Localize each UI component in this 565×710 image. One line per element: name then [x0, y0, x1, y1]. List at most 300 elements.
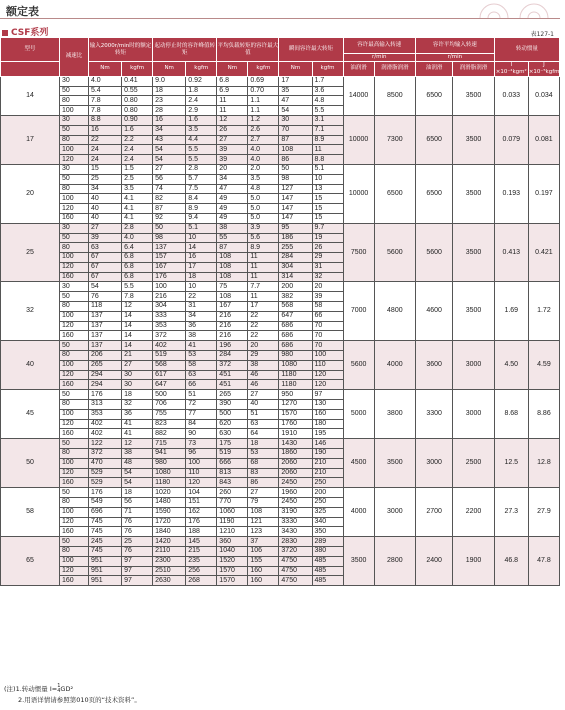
ratio-cell: 160: [59, 380, 88, 390]
momentary-kgfm-cell: 5.5: [312, 106, 343, 116]
rated-nm-cell: 265: [88, 360, 121, 370]
rated-nm-cell: 137: [88, 331, 121, 341]
peak-nm-cell: 1020: [153, 488, 186, 498]
peak-kgfm-cell: 1.6: [186, 115, 217, 125]
peak-nm-cell: 617: [153, 370, 186, 380]
avg-nm-cell: 175: [217, 439, 248, 449]
peak-nm-cell: 167: [153, 262, 186, 272]
rated-nm-cell: 745: [88, 527, 121, 537]
rated-kgfm-cell: 76: [122, 547, 153, 557]
rated-nm-cell: 696: [88, 507, 121, 517]
avg-speed-grease-cell: 3000: [453, 390, 494, 439]
rated-nm-cell: 24: [88, 155, 121, 165]
peak-kgfm-cell: 22: [186, 292, 217, 302]
col-ratio: 减速比: [59, 38, 88, 77]
col-max-input-speed: 容许最高输入转速: [343, 38, 415, 54]
rated-kgfm-cell: 54: [122, 478, 153, 488]
momentary-kgfm-cell: 130: [312, 400, 343, 410]
rated-kgfm-cell: 76: [122, 527, 153, 537]
avg-nm-cell: 843: [217, 478, 248, 488]
momentary-nm-cell: 70: [279, 125, 312, 135]
rated-kgfm-cell: 6.8: [122, 272, 153, 282]
momentary-kgfm-cell: 160: [312, 409, 343, 419]
rated-kgfm-cell: 5.5: [122, 282, 153, 292]
ratio-cell: 100: [59, 106, 88, 116]
rated-kgfm-cell: 6.4: [122, 243, 153, 253]
peak-nm-cell: 755: [153, 409, 186, 419]
inertia-j-cell: 12.8: [528, 439, 559, 488]
avg-speed-grease-cell: 3500: [453, 115, 494, 164]
avg-kgfm-cell: 2.6: [248, 125, 279, 135]
lube-oil: 油润滑: [416, 62, 453, 77]
peak-nm-cell: 157: [153, 253, 186, 263]
peak-nm-cell: 2110: [153, 547, 186, 557]
footnote-1: (注)1.转动惯量 I=1 4GD²: [4, 683, 74, 694]
rated-nm-cell: 122: [88, 439, 121, 449]
inertia-i-cell: 1.69: [494, 282, 528, 341]
ratio-cell: 50: [59, 390, 88, 400]
momentary-kgfm-cell: 8.8: [312, 155, 343, 165]
rated-kgfm-cell: 97: [122, 556, 153, 566]
momentary-kgfm-cell: 250: [312, 478, 343, 488]
momentary-nm-cell: 3190: [279, 507, 312, 517]
table-row: [1, 164, 560, 174]
rated-nm-cell: 402: [88, 429, 121, 439]
ratio-cell: 50: [59, 341, 88, 351]
rated-nm-cell: 34: [88, 184, 121, 194]
rated-kgfm-cell: 18: [122, 390, 153, 400]
momentary-nm-cell: 147: [279, 194, 312, 204]
avg-nm-cell: 1190: [217, 517, 248, 527]
ratio-cell: 50: [59, 174, 88, 184]
avg-nm-cell: 1520: [217, 556, 248, 566]
max-speed-oil-cell: 10000: [343, 164, 374, 223]
rated-nm-cell: 294: [88, 370, 121, 380]
momentary-kgfm-cell: 3.6: [312, 86, 343, 96]
avg-kgfm-cell: 51: [248, 409, 279, 419]
peak-kgfm-cell: 10: [186, 282, 217, 292]
unit-nm: Nm: [88, 62, 121, 77]
momentary-kgfm-cell: 7.1: [312, 125, 343, 135]
momentary-nm-cell: 17: [279, 76, 312, 86]
momentary-kgfm-cell: 195: [312, 429, 343, 439]
rated-nm-cell: 24: [88, 145, 121, 155]
inertia-i-cell: 0.193: [494, 164, 528, 223]
peak-kgfm-cell: 72: [186, 400, 217, 410]
inertia-j-cell: 4.59: [528, 341, 559, 390]
momentary-nm-cell: 1570: [279, 409, 312, 419]
momentary-nm-cell: 3430: [279, 527, 312, 537]
peak-kgfm-cell: 73: [186, 439, 217, 449]
avg-nm-cell: 20: [217, 164, 248, 174]
peak-nm-cell: 9.0: [153, 76, 186, 86]
peak-kgfm-cell: 268: [186, 576, 217, 586]
model-cell: 50: [1, 439, 60, 488]
max-speed-grease-cell: 3000: [374, 488, 415, 537]
avg-kgfm-cell: 106: [248, 547, 279, 557]
lube-oil: 油润滑: [343, 62, 374, 77]
rated-nm-cell: 402: [88, 419, 121, 429]
rated-kgfm-cell: 56: [122, 498, 153, 508]
ratio-cell: 160: [59, 213, 88, 223]
rated-kgfm-cell: 27: [122, 360, 153, 370]
rated-nm-cell: 176: [88, 488, 121, 498]
momentary-nm-cell: 686: [279, 321, 312, 331]
rated-kgfm-cell: 2.5: [122, 174, 153, 184]
inertia-j-cell: 0.081: [528, 115, 559, 164]
peak-kgfm-cell: 16: [186, 253, 217, 263]
avg-nm-cell: 167: [217, 302, 248, 312]
avg-nm-cell: 260: [217, 488, 248, 498]
max-speed-oil-cell: 4000: [343, 488, 374, 537]
peak-kgfm-cell: 4.4: [186, 135, 217, 145]
momentary-kgfm-cell: 146: [312, 439, 343, 449]
peak-nm-cell: 54: [153, 155, 186, 165]
ratio-cell: 120: [59, 517, 88, 527]
momentary-nm-cell: 2830: [279, 537, 312, 547]
rated-kgfm-cell: 97: [122, 576, 153, 586]
momentary-kgfm-cell: 70: [312, 341, 343, 351]
momentary-nm-cell: 2060: [279, 458, 312, 468]
ratio-cell: 120: [59, 566, 88, 576]
avg-nm-cell: 630: [217, 429, 248, 439]
peak-nm-cell: 23: [153, 96, 186, 106]
avg-kgfm-cell: 11: [248, 253, 279, 263]
ratio-cell: 80: [59, 96, 88, 106]
peak-kgfm-cell: 120: [186, 478, 217, 488]
avg-speed-oil-cell: 3300: [416, 390, 453, 439]
inertia-j-cell: 8.86: [528, 390, 559, 439]
max-speed-grease-cell: 4000: [374, 341, 415, 390]
peak-nm-cell: 27: [153, 164, 186, 174]
peak-nm-cell: 34: [153, 125, 186, 135]
peak-kgfm-cell: 5.5: [186, 145, 217, 155]
momentary-nm-cell: 382: [279, 292, 312, 302]
inertia-i-cell: 12.5: [494, 439, 528, 488]
rated-kgfm-cell: 2.4: [122, 145, 153, 155]
rated-kgfm-cell: 1.6: [122, 125, 153, 135]
momentary-nm-cell: 35: [279, 86, 312, 96]
ratio-cell: 50: [59, 292, 88, 302]
peak-nm-cell: 1840: [153, 527, 186, 537]
momentary-kgfm-cell: 485: [312, 566, 343, 576]
avg-speed-oil-cell: 3000: [416, 439, 453, 488]
avg-kgfm-cell: 108: [248, 507, 279, 517]
unit-nm: Nm: [279, 62, 312, 77]
ratio-cell: 80: [59, 498, 88, 508]
momentary-kgfm-cell: 8.9: [312, 135, 343, 145]
momentary-nm-cell: 4750: [279, 566, 312, 576]
avg-nm-cell: 6.9: [217, 86, 248, 96]
rated-nm-cell: 5.4: [88, 86, 121, 96]
avg-kgfm-cell: 4.8: [248, 184, 279, 194]
ratio-cell: 100: [59, 409, 88, 419]
avg-kgfm-cell: 53: [248, 449, 279, 459]
ratio-cell: 30: [59, 282, 88, 292]
inertia-i-cell: 0.413: [494, 223, 528, 282]
avg-nm-cell: 265: [217, 390, 248, 400]
momentary-kgfm-cell: 485: [312, 576, 343, 586]
footnote-2: 2.用语详情请参照第010页的“技术资料”。: [18, 696, 141, 704]
avg-nm-cell: 49: [217, 194, 248, 204]
momentary-kgfm-cell: 5.1: [312, 164, 343, 174]
peak-kgfm-cell: 84: [186, 419, 217, 429]
rated-kgfm-cell: 14: [122, 311, 153, 321]
peak-nm-cell: 823: [153, 419, 186, 429]
max-speed-oil-cell: 14000: [343, 76, 374, 115]
avg-kgfm-cell: 2.0: [248, 164, 279, 174]
momentary-kgfm-cell: 325: [312, 507, 343, 517]
avg-nm-cell: 451: [217, 380, 248, 390]
ratio-cell: 80: [59, 184, 88, 194]
max-speed-grease-cell: 3500: [374, 439, 415, 488]
avg-kgfm-cell: 121: [248, 517, 279, 527]
momentary-kgfm-cell: 210: [312, 458, 343, 468]
ratio-cell: 50: [59, 439, 88, 449]
peak-nm-cell: 54: [153, 145, 186, 155]
peak-nm-cell: 87: [153, 204, 186, 214]
momentary-kgfm-cell: 200: [312, 488, 343, 498]
momentary-nm-cell: 147: [279, 213, 312, 223]
peak-kgfm-cell: 66: [186, 380, 217, 390]
ratio-cell: 80: [59, 449, 88, 459]
momentary-kgfm-cell: 39: [312, 292, 343, 302]
ratio-cell: 120: [59, 419, 88, 429]
ratio-cell: 160: [59, 429, 88, 439]
ratio-cell: 120: [59, 468, 88, 478]
avg-kgfm-cell: 8.9: [248, 243, 279, 253]
peak-kgfm-cell: 17: [186, 262, 217, 272]
rated-kgfm-cell: 41: [122, 419, 153, 429]
peak-nm-cell: 82: [153, 194, 186, 204]
momentary-nm-cell: 98: [279, 174, 312, 184]
rated-nm-cell: 137: [88, 341, 121, 351]
rated-kgfm-cell: 32: [122, 400, 153, 410]
ratio-cell: 160: [59, 331, 88, 341]
avg-kgfm-cell: 86: [248, 478, 279, 488]
momentary-nm-cell: 1760: [279, 419, 312, 429]
avg-nm-cell: 39: [217, 155, 248, 165]
peak-kgfm-cell: 2.4: [186, 96, 217, 106]
rated-nm-cell: 22: [88, 135, 121, 145]
table-row: [1, 537, 560, 547]
avg-kgfm-cell: 1.1: [248, 96, 279, 106]
avg-nm-cell: 11: [217, 96, 248, 106]
avg-kgfm-cell: 83: [248, 468, 279, 478]
avg-nm-cell: 49: [217, 204, 248, 214]
peak-kgfm-cell: 8.9: [186, 204, 217, 214]
peak-kgfm-cell: 36: [186, 321, 217, 331]
momentary-kgfm-cell: 20: [312, 282, 343, 292]
momentary-nm-cell: 4750: [279, 556, 312, 566]
momentary-nm-cell: 186: [279, 233, 312, 243]
rated-nm-cell: 137: [88, 311, 121, 321]
peak-kgfm-cell: 18: [186, 272, 217, 282]
rated-nm-cell: 67: [88, 262, 121, 272]
momentary-kgfm-cell: 58: [312, 302, 343, 312]
col-start-stop-torque: 起动停止时的容许峰值转矩: [153, 38, 217, 62]
avg-speed-oil-cell: 6500: [416, 76, 453, 115]
peak-kgfm-cell: 100: [186, 458, 217, 468]
ratio-cell: 120: [59, 321, 88, 331]
momentary-nm-cell: 950: [279, 390, 312, 400]
peak-kgfm-cell: 2.8: [186, 164, 217, 174]
lube-grease: 润滑脂润滑: [453, 62, 494, 77]
momentary-kgfm-cell: 250: [312, 498, 343, 508]
rated-nm-cell: 529: [88, 478, 121, 488]
momentary-kgfm-cell: 15: [312, 204, 343, 214]
avg-kgfm-cell: 68: [248, 458, 279, 468]
momentary-kgfm-cell: 19: [312, 233, 343, 243]
rated-kgfm-cell: 71: [122, 507, 153, 517]
table-row: [1, 76, 560, 86]
rated-nm-cell: 294: [88, 380, 121, 390]
rated-nm-cell: 15: [88, 164, 121, 174]
peak-kgfm-cell: 1.8: [186, 86, 217, 96]
rated-kgfm-cell: 48: [122, 458, 153, 468]
momentary-nm-cell: 1180: [279, 370, 312, 380]
peak-nm-cell: 92: [153, 213, 186, 223]
peak-nm-cell: 98: [153, 233, 186, 243]
peak-nm-cell: 372: [153, 331, 186, 341]
momentary-kgfm-cell: 120: [312, 370, 343, 380]
peak-kgfm-cell: 77: [186, 409, 217, 419]
col-rated-torque: 输入2000r/min时的额定转矩: [88, 38, 152, 62]
ratio-cell: 50: [59, 125, 88, 135]
peak-kgfm-cell: 8.4: [186, 194, 217, 204]
rated-kgfm-cell: 97: [122, 566, 153, 576]
momentary-nm-cell: 1860: [279, 449, 312, 459]
ratio-cell: 100: [59, 458, 88, 468]
momentary-kgfm-cell: 11: [312, 145, 343, 155]
rated-kgfm-cell: 12: [122, 439, 153, 449]
avg-kgfm-cell: 22: [248, 331, 279, 341]
peak-nm-cell: 1080: [153, 468, 186, 478]
momentary-kgfm-cell: 13: [312, 184, 343, 194]
col-avg-load-torque: 平均负载转矩的容许最大值: [217, 38, 279, 62]
avg-kgfm-cell: 2.7: [248, 135, 279, 145]
peak-nm-cell: 941: [153, 449, 186, 459]
avg-speed-oil-cell: 2400: [416, 537, 453, 586]
momentary-nm-cell: 255: [279, 243, 312, 253]
peak-kgfm-cell: 2.9: [186, 106, 217, 116]
avg-speed-grease-cell: 2500: [453, 439, 494, 488]
max-speed-grease-cell: 3800: [374, 390, 415, 439]
peak-nm-cell: 647: [153, 380, 186, 390]
avg-kgfm-cell: 1.1: [248, 106, 279, 116]
peak-kgfm-cell: 9.4: [186, 213, 217, 223]
avg-kgfm-cell: 11: [248, 292, 279, 302]
avg-nm-cell: 108: [217, 272, 248, 282]
avg-kgfm-cell: 22: [248, 311, 279, 321]
peak-kgfm-cell: 90: [186, 429, 217, 439]
avg-speed-oil-cell: 6500: [416, 164, 453, 223]
peak-kgfm-cell: 235: [186, 556, 217, 566]
momentary-nm-cell: 1910: [279, 429, 312, 439]
rated-kgfm-cell: 0.90: [122, 115, 153, 125]
avg-kgfm-cell: 155: [248, 556, 279, 566]
peak-kgfm-cell: 10: [186, 233, 217, 243]
avg-kgfm-cell: 1.2: [248, 115, 279, 125]
momentary-nm-cell: 30: [279, 115, 312, 125]
ratio-cell: 80: [59, 135, 88, 145]
peak-nm-cell: 1590: [153, 507, 186, 517]
rated-kgfm-cell: 4.1: [122, 204, 153, 214]
momentary-nm-cell: 1430: [279, 439, 312, 449]
max-speed-oil-cell: 3500: [343, 537, 374, 586]
peak-nm-cell: 176: [153, 272, 186, 282]
momentary-kgfm-cell: 31: [312, 262, 343, 272]
inertia-unit-i: I ×10⁻⁴kgm²: [495, 62, 527, 75]
avg-speed-grease-cell: 3500: [453, 164, 494, 223]
table-row: [1, 115, 560, 125]
momentary-kgfm-cell: 15: [312, 213, 343, 223]
avg-nm-cell: 108: [217, 253, 248, 263]
rated-nm-cell: 8.8: [88, 115, 121, 125]
avg-nm-cell: 34: [217, 174, 248, 184]
rated-kgfm-cell: 76: [122, 517, 153, 527]
peak-kgfm-cell: 5.5: [186, 155, 217, 165]
momentary-kgfm-cell: 1.7: [312, 76, 343, 86]
inertia-j-cell: 1.72: [528, 282, 559, 341]
rated-nm-cell: 63: [88, 243, 121, 253]
peak-kgfm-cell: 7.5: [186, 184, 217, 194]
rated-kgfm-cell: 2.2: [122, 135, 153, 145]
momentary-kgfm-cell: 4.8: [312, 96, 343, 106]
avg-speed-grease-cell: 3500: [453, 223, 494, 282]
max-speed-grease-cell: 2800: [374, 537, 415, 586]
momentary-kgfm-cell: 485: [312, 556, 343, 566]
avg-speed-oil-cell: 3600: [416, 341, 453, 390]
momentary-kgfm-cell: 15: [312, 194, 343, 204]
momentary-nm-cell: 686: [279, 331, 312, 341]
ratio-cell: 80: [59, 400, 88, 410]
inertia-i-cell: 4.50: [494, 341, 528, 390]
avg-kgfm-cell: 3.5: [248, 174, 279, 184]
rated-kgfm-cell: 3.5: [122, 184, 153, 194]
momentary-kgfm-cell: 190: [312, 449, 343, 459]
peak-kgfm-cell: 51: [186, 390, 217, 400]
avg-nm-cell: 108: [217, 262, 248, 272]
peak-nm-cell: 715: [153, 439, 186, 449]
avg-nm-cell: 87: [217, 243, 248, 253]
ratio-cell: 120: [59, 370, 88, 380]
avg-nm-cell: 1060: [217, 507, 248, 517]
ratio-cell: 120: [59, 155, 88, 165]
momentary-nm-cell: 647: [279, 311, 312, 321]
rated-nm-cell: 7.8: [88, 106, 121, 116]
avg-nm-cell: 284: [217, 351, 248, 361]
col-avg-speed-unit: r/min: [416, 54, 495, 62]
rated-kgfm-cell: 14: [122, 341, 153, 351]
avg-kgfm-cell: 64: [248, 429, 279, 439]
peak-nm-cell: 980: [153, 458, 186, 468]
model-cell: 17: [1, 115, 60, 164]
inertia-j-cell: 47.8: [528, 537, 559, 586]
avg-speed-oil-cell: 6500: [416, 115, 453, 164]
momentary-kgfm-cell: 70: [312, 321, 343, 331]
rated-kgfm-cell: 14: [122, 331, 153, 341]
momentary-kgfm-cell: 3.1: [312, 115, 343, 125]
momentary-kgfm-cell: 32: [312, 272, 343, 282]
avg-nm-cell: 500: [217, 409, 248, 419]
rated-nm-cell: 40: [88, 204, 121, 214]
rated-nm-cell: 137: [88, 321, 121, 331]
momentary-nm-cell: 50: [279, 164, 312, 174]
max-speed-oil-cell: 7500: [343, 223, 374, 282]
peak-nm-cell: 2510: [153, 566, 186, 576]
avg-kgfm-cell: 18: [248, 439, 279, 449]
